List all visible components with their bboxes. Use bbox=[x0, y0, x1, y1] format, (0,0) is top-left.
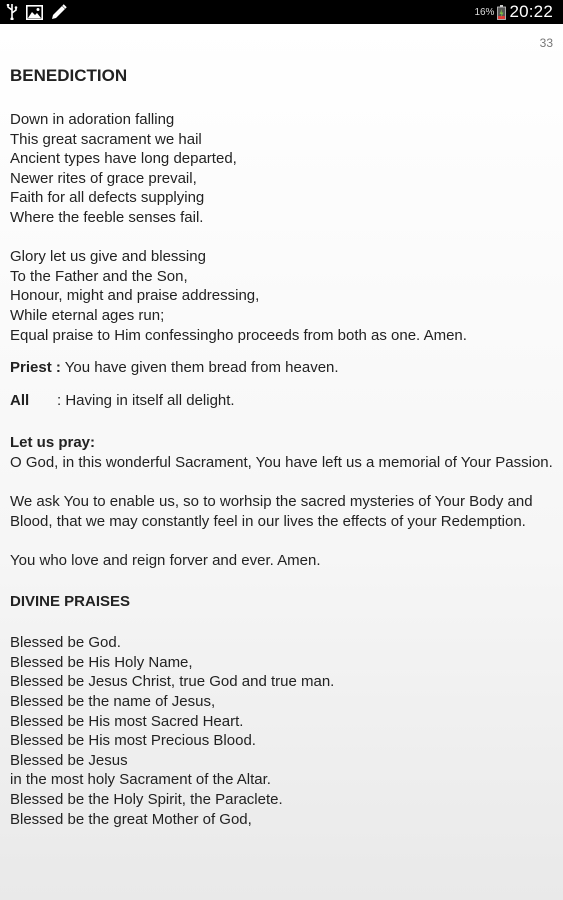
verse-line: Glory let us give and blessing bbox=[10, 248, 206, 266]
usb-icon bbox=[6, 4, 18, 20]
hymn-stanza-1 bbox=[10, 110, 555, 228]
all-response bbox=[10, 391, 555, 411]
battery-icon bbox=[497, 5, 506, 20]
all-text: : Having in itself all delight. bbox=[57, 392, 235, 410]
let-us-pray-label: Let us pray: bbox=[10, 434, 96, 452]
divine-praises-title: DIVINE PRAISES bbox=[10, 593, 131, 611]
all-label: All bbox=[10, 392, 30, 410]
benediction-title: BENEDICTION bbox=[10, 66, 128, 85]
battery-percentage: 16% bbox=[474, 6, 495, 18]
prayer-paragraph: O God, in this wonderful Sacrament, You have left us a memorial of Your Passion. bbox=[10, 453, 553, 471]
verse-line: Honour, might and praise addressing, bbox=[10, 287, 260, 305]
verse-line: Ancient types have long departed, bbox=[10, 150, 237, 168]
hymn-stanza-2 bbox=[10, 247, 555, 345]
praise-line: Blessed be His most Sacred Heart. bbox=[10, 712, 244, 730]
praise-line: Blessed be the great Mother of God, bbox=[10, 810, 252, 828]
praise-line: Blessed be God. bbox=[10, 634, 121, 652]
page-number: 33 bbox=[539, 36, 553, 50]
verse-line: While eternal ages run; bbox=[10, 306, 165, 324]
praise-line: Blessed be the name of Jesus, bbox=[10, 693, 216, 711]
image-icon bbox=[26, 5, 43, 20]
system-status bbox=[474, 0, 553, 24]
verse-line: To the Father and the Son, bbox=[10, 267, 188, 285]
notification-icons bbox=[6, 3, 67, 21]
clock: 20:22 bbox=[509, 2, 553, 21]
divine-praises-list bbox=[10, 633, 555, 829]
verse-line: Where the feeble senses fail. bbox=[10, 208, 204, 226]
verse-line: Newer rites of grace prevail, bbox=[10, 169, 197, 187]
verse-line: This great sacrament we hail bbox=[10, 130, 202, 148]
praise-line: Blessed be His most Precious Blood. bbox=[10, 732, 256, 750]
praise-line: Blessed be the Holy Spirit, the Paraclete. bbox=[10, 791, 283, 809]
verse-line: Faith for all defects supplying bbox=[10, 189, 205, 207]
prayer-paragraph: We ask You to enable us, so to worhsip the sacred mysteries of Your Body and Blood, that we may constantly feel in our lives the effects of your Redemption. bbox=[10, 492, 533, 530]
praise-line: in the most holy Sacrament of the Altar. bbox=[10, 771, 271, 789]
prayer-paragraph: You who love and reign forver and ever. Amen. bbox=[10, 551, 321, 569]
verse-line: Equal praise to Him confessingho proceeds from both as one. Amen. bbox=[10, 326, 467, 344]
verse-line: Down in adoration falling bbox=[10, 111, 175, 128]
praise-line: Blessed be His Holy Name, bbox=[10, 653, 193, 671]
page-content bbox=[10, 64, 555, 829]
praise-line: Blessed be Jesus Christ, true God and true man. bbox=[10, 673, 335, 691]
priest-label: Priest : bbox=[10, 359, 61, 377]
prayer-page[interactable] bbox=[0, 24, 563, 900]
priest-response bbox=[10, 358, 555, 378]
priest-text: You have given them bread from heaven. bbox=[60, 359, 339, 377]
praise-line: Blessed be Jesus bbox=[10, 751, 128, 769]
pencil-icon bbox=[51, 4, 67, 20]
status-bar bbox=[0, 0, 563, 24]
